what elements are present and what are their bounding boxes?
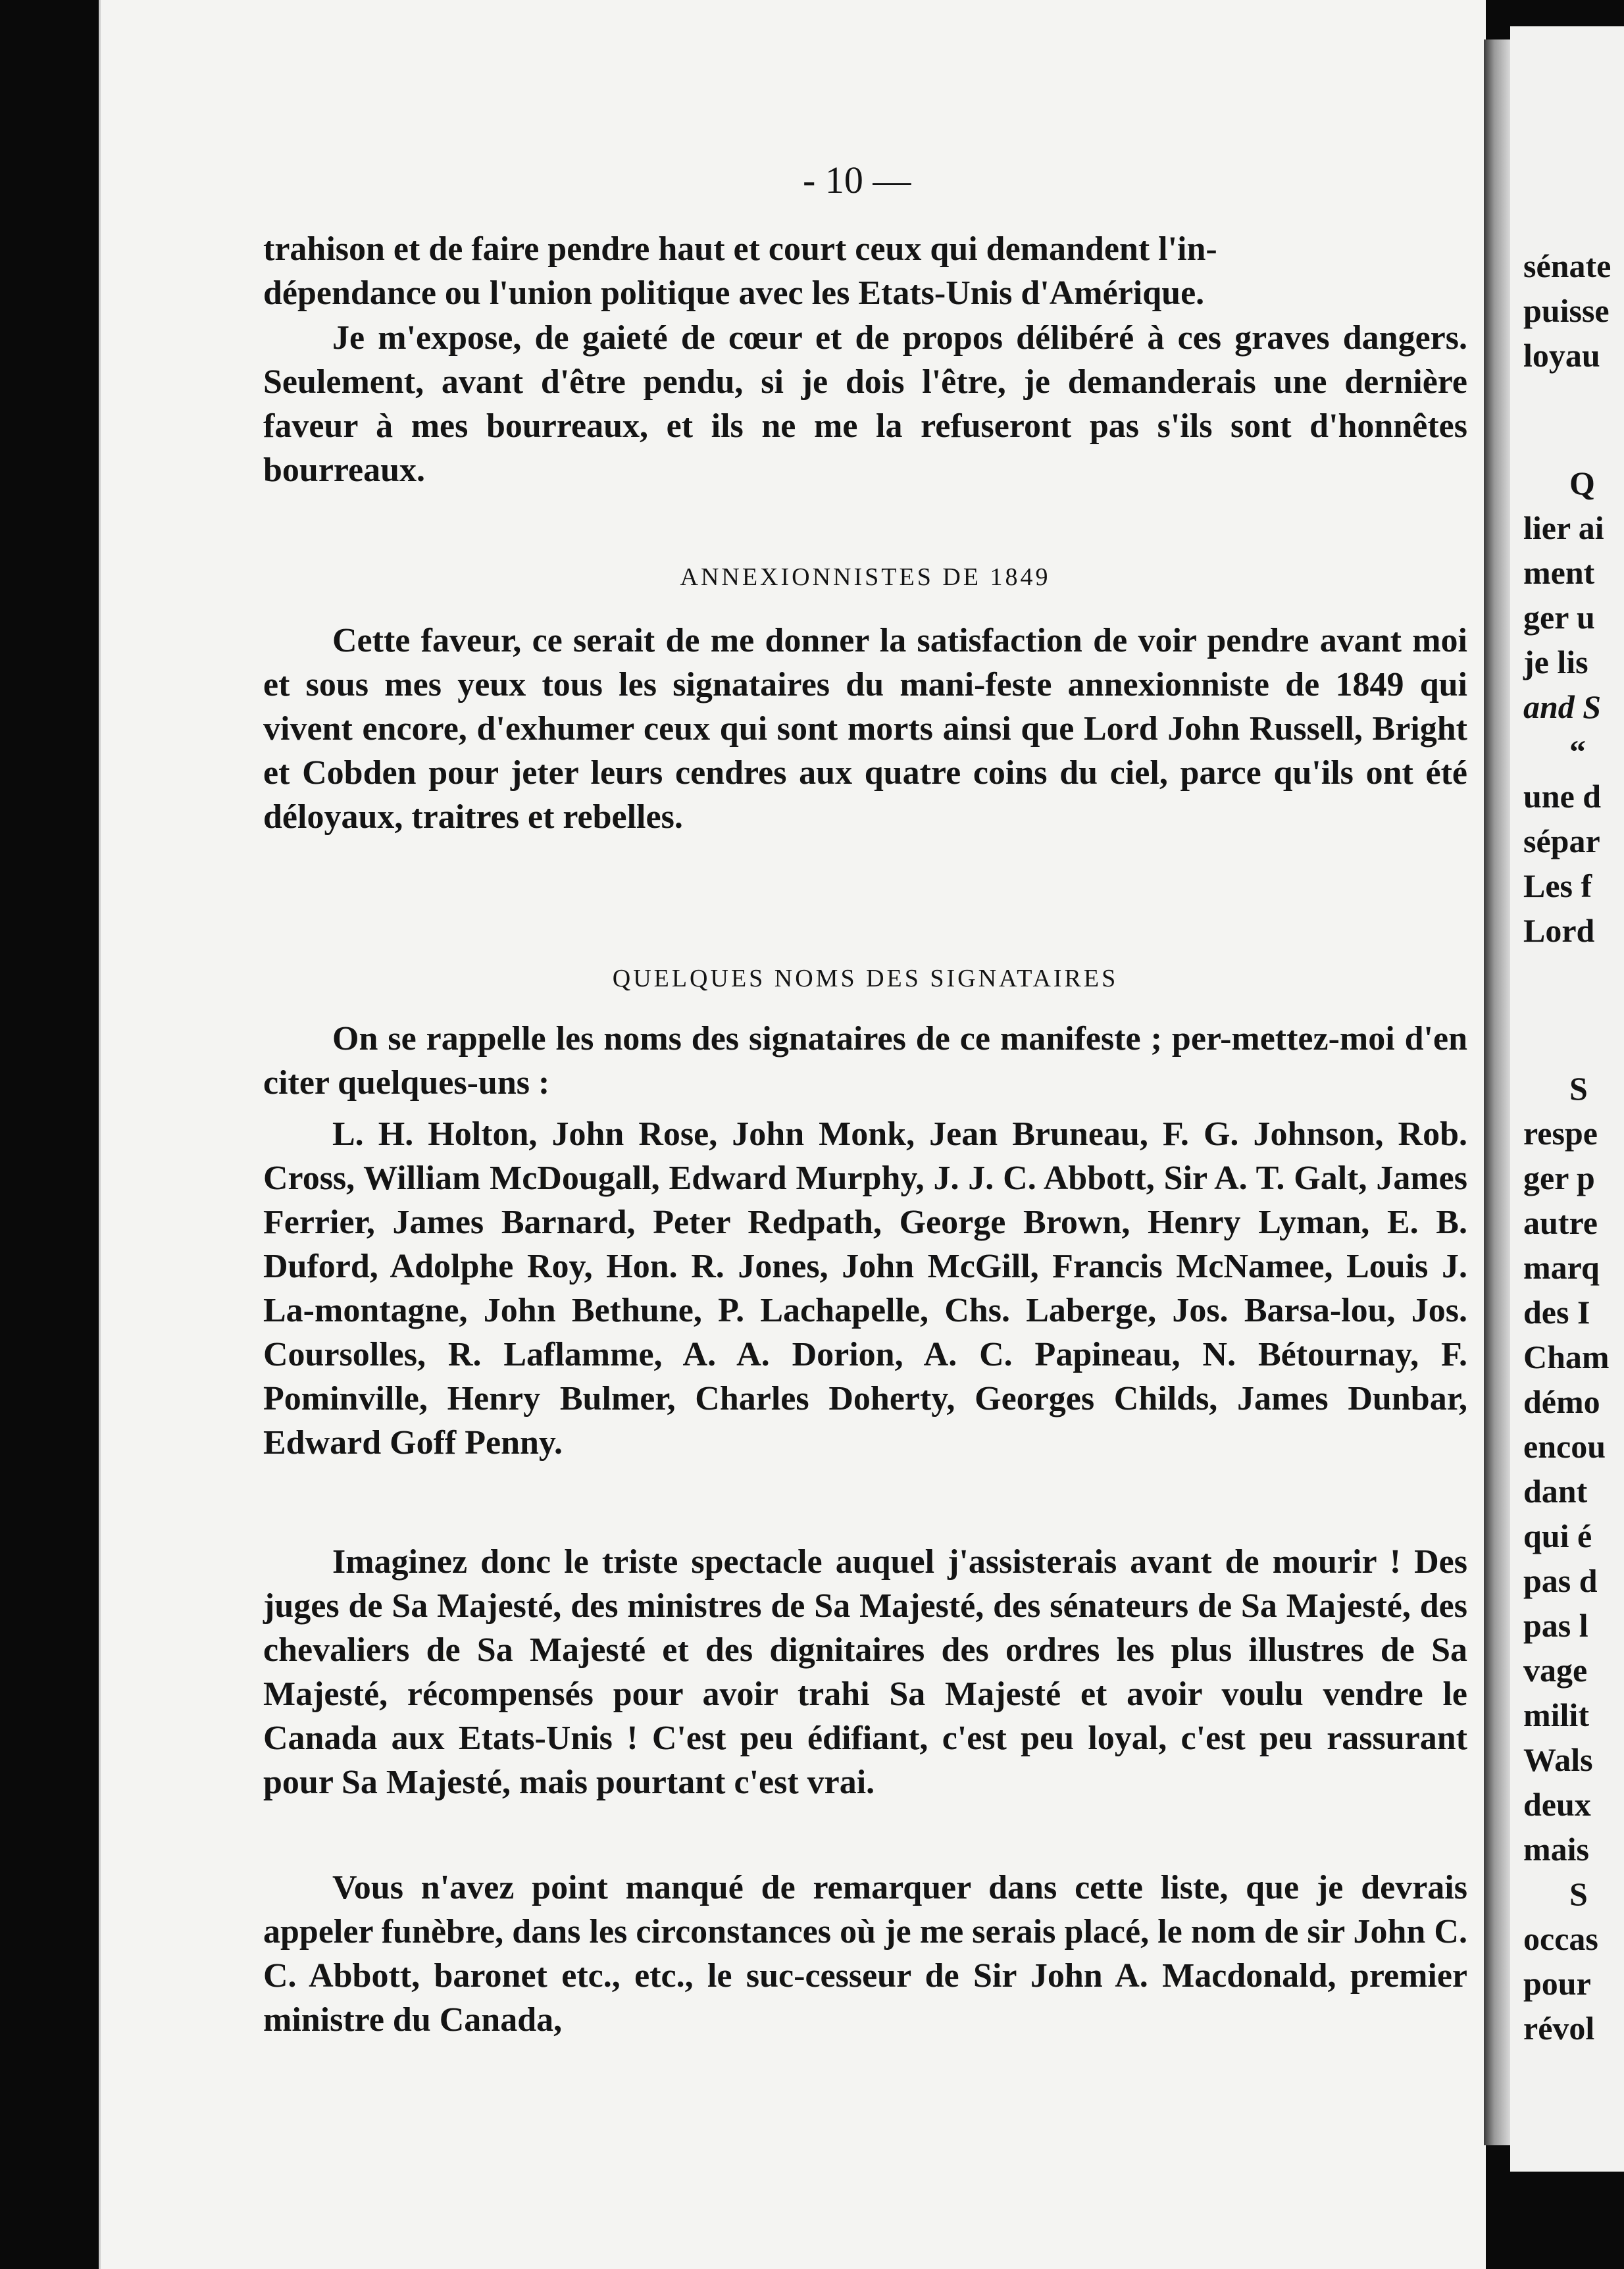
right-line: sénate	[1523, 247, 1611, 284]
paragraph-faveur	[263, 619, 1467, 839]
right-line: autre	[1523, 1204, 1598, 1241]
right-page-mid-lines	[1523, 461, 1604, 953]
paragraph-rappelle	[263, 1017, 1467, 1105]
right-line: deux	[1523, 1786, 1591, 1823]
right-line: démo	[1523, 1383, 1600, 1420]
right-line: pour	[1523, 1965, 1591, 2002]
right-line: loyau	[1523, 337, 1600, 374]
paragraph-text: On se rappelle les noms des signataires de ce manifeste ; per-mettez-moi d'en citer quelques-uns :	[263, 1020, 1467, 1102]
right-line: marq	[1523, 1249, 1600, 1286]
right-page-top-lines	[1523, 243, 1611, 378]
page-number: - 10 —	[803, 159, 911, 201]
right-line: ger u	[1523, 599, 1595, 636]
right-line: dant	[1523, 1473, 1588, 1510]
right-line: and S	[1523, 688, 1602, 725]
right-line: Wals	[1523, 1741, 1593, 1778]
right-line: révol	[1523, 2010, 1595, 2047]
book-gutter	[1484, 39, 1510, 2145]
right-line: S	[1569, 1070, 1588, 1107]
paragraph-text: Imaginez donc le triste spectacle auquel j'assisterais avant de mourir ! Des juges de Sa Majesté, des ministres de Sa Majesté, des sénateurs de Sa Majesté, des chevaliers de Sa Majesté et des dignitaires des ordres les plus illustres de Sa Majesté, récompensés pour avoir trahi Sa Majesté et avoir voulu vendre le Canada aux Etats-Unis ! C'est peu édifiant, c'est peu loyal, c'est peu rassurant pour Sa Majesté, mais pourtant c'est vrai.	[263, 1543, 1467, 1801]
right-line: mais	[1523, 1831, 1589, 1868]
right-line: qui é	[1523, 1517, 1592, 1554]
right-line: milit	[1523, 1696, 1589, 1733]
right-line: ger p	[1523, 1160, 1595, 1196]
right-line: Q	[1569, 465, 1595, 501]
right-line: encou	[1523, 1428, 1606, 1465]
text-line: dépendance ou l'union politique avec les Etats-Unis d'Amérique.	[263, 274, 1205, 312]
paragraph-dangers	[263, 316, 1467, 492]
right-line: je lis	[1523, 644, 1588, 680]
right-line: puisse	[1523, 292, 1610, 329]
right-line: des I	[1523, 1294, 1590, 1331]
right-page-bottom-lines	[1523, 1066, 1610, 2051]
section-heading-signataires: QUELQUES NOMS DES SIGNATAIRES	[612, 965, 1119, 992]
paragraph-names-list	[263, 1112, 1467, 1465]
right-line: pas d	[1523, 1562, 1598, 1599]
paragraph-liste	[263, 1866, 1467, 2042]
right-line: occas	[1523, 1920, 1598, 1957]
paragraph-text: Cette faveur, ce serait de me donner la satisfaction de voir pendre avant moi et sous mes yeux tous les signataires du mani-feste annexionniste de 1849 qui vivent encore, d'exhumer ceux qui sont morts ainsi que Lord John Russell, Bright et Cobden pour jeter leurs cendres aux quatre coins du ciel, parce qu'ils ont été déloyaux, traitres et rebelles.	[263, 622, 1467, 836]
right-line: vage	[1523, 1652, 1588, 1689]
right-line: une d	[1523, 778, 1602, 815]
paragraph-text: L. H. Holton, John Rose, John Monk, Jean Bruneau, F. G. Johnson, Rob. Cross, William McDougall, Edward Murphy, J. J. C. Abbott, Sir A. T. Galt, James Ferrier, James Barnard, Peter Redpath, George Brown, Henry Lyman, E. B. Duford, Adolphe Roy, Hon. R. Jones, John McGill, Francis McNamee, Louis J. La-montagne, John Bethune, P. Lachapelle, Chs. Laberge, Jos. Barsa-lou, Jos. Coursolles, R. Laflamme, A. A. Dorion, A. C. Papineau, N. Bétournay, F. Pominville, Henry Bulmer, Charles Doherty, Georges Childs, James Dunbar, Edward Goff Penny.	[263, 1115, 1467, 1462]
right-line: sépar	[1523, 823, 1600, 859]
text-line: trahison et de faire pendre haut et court ceux qui demandent l'in-	[263, 230, 1217, 268]
right-line: S	[1569, 1875, 1588, 1912]
paragraph-imaginez	[263, 1540, 1467, 1804]
right-line: Cham	[1523, 1338, 1610, 1375]
right-line: lier ai	[1523, 509, 1604, 546]
paragraph-text: Je m'expose, de gaieté de cœur et de propos délibéré à ces graves dangers. Seulement, avant d'être pendu, si je dois l'être, je demanderais une dernière faveur à mes bourreaux, et ils ne me la refuseront pas s'ils sont d'honnêtes bourreaux.	[263, 319, 1467, 489]
right-line: Lord	[1523, 912, 1595, 949]
right-line: “	[1569, 733, 1586, 770]
right-page	[1510, 26, 1624, 2172]
right-line: pas l	[1523, 1607, 1588, 1644]
section-heading-annexionnistes: ANNEXIONNISTES DE 1849	[680, 563, 1051, 591]
right-line: ment	[1523, 554, 1595, 591]
right-line: Les f	[1523, 867, 1592, 904]
paragraph-text: Vous n'avez point manqué de remarquer dans cette liste, que je devrais appeler funèbre, dans les circonstances où je me serais placé, le nom de sir John C. C. Abbott, baronet etc., etc., le suc-cesseur de Sir John A. Macdonald, premier ministre du Canada,	[263, 1869, 1467, 2039]
paragraph-continued	[263, 227, 1467, 315]
right-line: respe	[1523, 1115, 1598, 1152]
